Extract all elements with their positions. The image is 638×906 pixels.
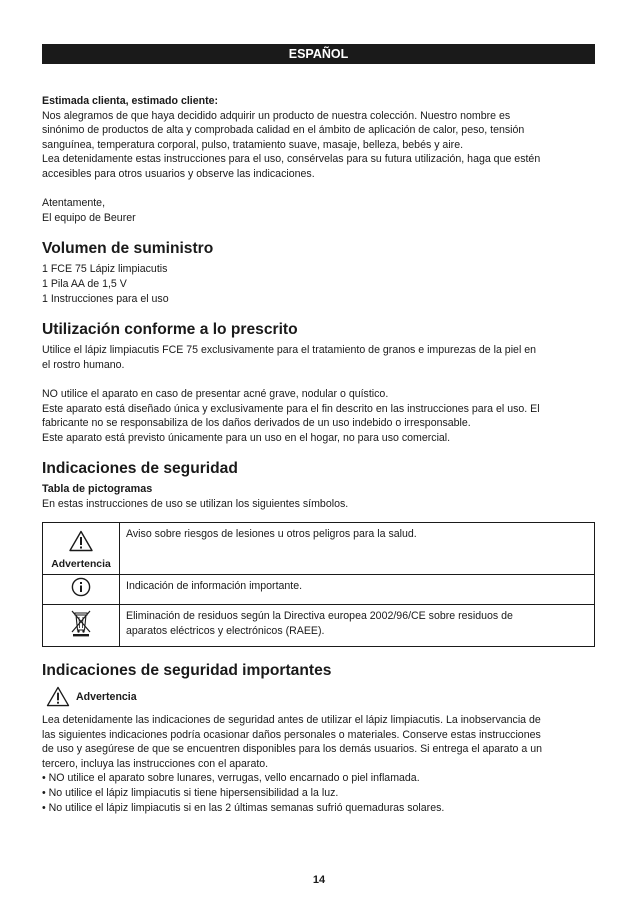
- paragraph-line: fabricante no se responsabiliza de los daños derivados de un uso indebido o irresponsable.: [42, 417, 471, 430]
- pictogram-table: [42, 522, 595, 647]
- description-text: aparatos eléctricos y electrónicos (RAEE).: [126, 624, 325, 637]
- salutation: Estimada clienta, estimado cliente:: [42, 95, 219, 107]
- symbol-label: Advertencia: [51, 559, 111, 571]
- info-circle-icon: [71, 577, 91, 597]
- intro-line: Nos alegramos de que haya decidido adquirir un producto de nuestra colección. Nuestro nombre es: [42, 109, 511, 122]
- paragraph-line: Lea detenidamente las indicaciones de seguridad antes de utilizar el lápiz limpiacutis. La inobservancia de: [42, 714, 541, 727]
- important-safety-heading: Indicaciones de seguridad importantes: [42, 662, 332, 680]
- paragraph-line: las siguientes indicaciones podría ocasionar daños personales o materiales. Conserve estas instrucciones: [42, 728, 541, 741]
- paragraph-line: Utilice el lápiz limpiacutis FCE 75 exclusivamente para el tratamiento de granos e impurezas de la piel en: [42, 344, 537, 357]
- symbol-cell: [43, 605, 120, 647]
- paragraph-line: Este aparato está diseñado única y exclusivamente para el fin descrito en las instrucciones para el uso. El: [42, 402, 540, 415]
- intro-line: sinónimo de productos de alta y comprobada calidad en el ámbito de aplicación de calor, peso, tensión: [42, 124, 525, 137]
- paragraph-line: tercero, incluya las instrucciones con el aparato.: [42, 757, 269, 770]
- list-item: 1 Pila AA de 1,5 V: [42, 277, 127, 290]
- description-text: Eliminación de residuos según la Directiva europea 2002/96/CE sobre residuos de: [126, 610, 513, 623]
- important-safety-text: [42, 713, 595, 815]
- intro-line: Lea detenidamente estas instrucciones para el uso, consérvelas para su futura utilización, haga que estén: [42, 153, 541, 166]
- warning-label: Advertencia: [76, 690, 137, 703]
- language-header-bar: ESPAÑOL: [42, 44, 595, 64]
- bullet-item: • No utilice el lápiz limpiacutis si en las 2 últimas semanas sufrió quemaduras solares.: [42, 801, 595, 816]
- table-row: [43, 522, 595, 574]
- intro-line: sanguínea, temperatura corporal, pulso, tratamiento suave, masaje, belleza, bebés y aire.: [42, 138, 464, 151]
- description-cell: [120, 522, 595, 574]
- paragraph-line: NO utilice el aparato en caso de presentar acné grave, nodular o quístico.: [42, 387, 389, 400]
- table-row: [43, 575, 595, 605]
- intro-section: [42, 94, 595, 225]
- table-row: [43, 605, 595, 647]
- pictogram-table-title: Tabla de pictogramas: [42, 483, 153, 496]
- bullet-item: • No utilice el lápiz limpiacutis si tiene hipersensibilidad a la luz.: [42, 786, 595, 801]
- supply-list: [42, 262, 595, 306]
- crossed-bin-icon: [70, 609, 92, 637]
- warning-triangle-icon: [46, 686, 70, 707]
- symbol-cell: [43, 522, 120, 574]
- warning-callout: [46, 686, 595, 707]
- paragraph-line: de uso y asegúrese de que se encuentren disponibles para los demás usuarios. Si entrega el aparato a un: [42, 743, 543, 756]
- symbol-cell: [43, 575, 120, 605]
- description-text: Indicación de información importante.: [126, 580, 303, 593]
- warning-triangle-icon: [69, 530, 93, 552]
- supply-heading: Volumen de suministro: [42, 240, 214, 258]
- document-page: [42, 44, 595, 815]
- page-number: 14: [312, 874, 326, 886]
- safety-heading: Indicaciones de seguridad: [42, 460, 238, 478]
- intended-use-heading: Utilización conforme a lo prescrito: [42, 321, 298, 339]
- description-cell: [120, 575, 595, 605]
- paragraph-line: el rostro humano.: [42, 358, 125, 371]
- description-text: Aviso sobre riesgos de lesiones u otros peligros para la salud.: [126, 527, 417, 540]
- intended-use-text: [42, 343, 595, 445]
- paragraph-line: Este aparato está previsto únicamente para un uso en el hogar, no para uso comercial.: [42, 431, 451, 444]
- pictogram-intro: En estas instrucciones de uso se utilizan los siguientes símbolos.: [42, 498, 349, 511]
- list-item: 1 Instrucciones para el uso: [42, 292, 169, 305]
- closing: Atentamente,: [42, 197, 106, 210]
- bullet-item: • NO utilice el aparato sobre lunares, verrugas, vello encarnado o piel inflamada.: [42, 771, 595, 786]
- intro-line: accesibles para otros usuarios y observe las indicaciones.: [42, 167, 315, 180]
- signature: El equipo de Beurer: [42, 211, 136, 224]
- list-item: 1 FCE 75 Lápiz limpiacutis: [42, 263, 168, 276]
- description-cell: [120, 605, 595, 647]
